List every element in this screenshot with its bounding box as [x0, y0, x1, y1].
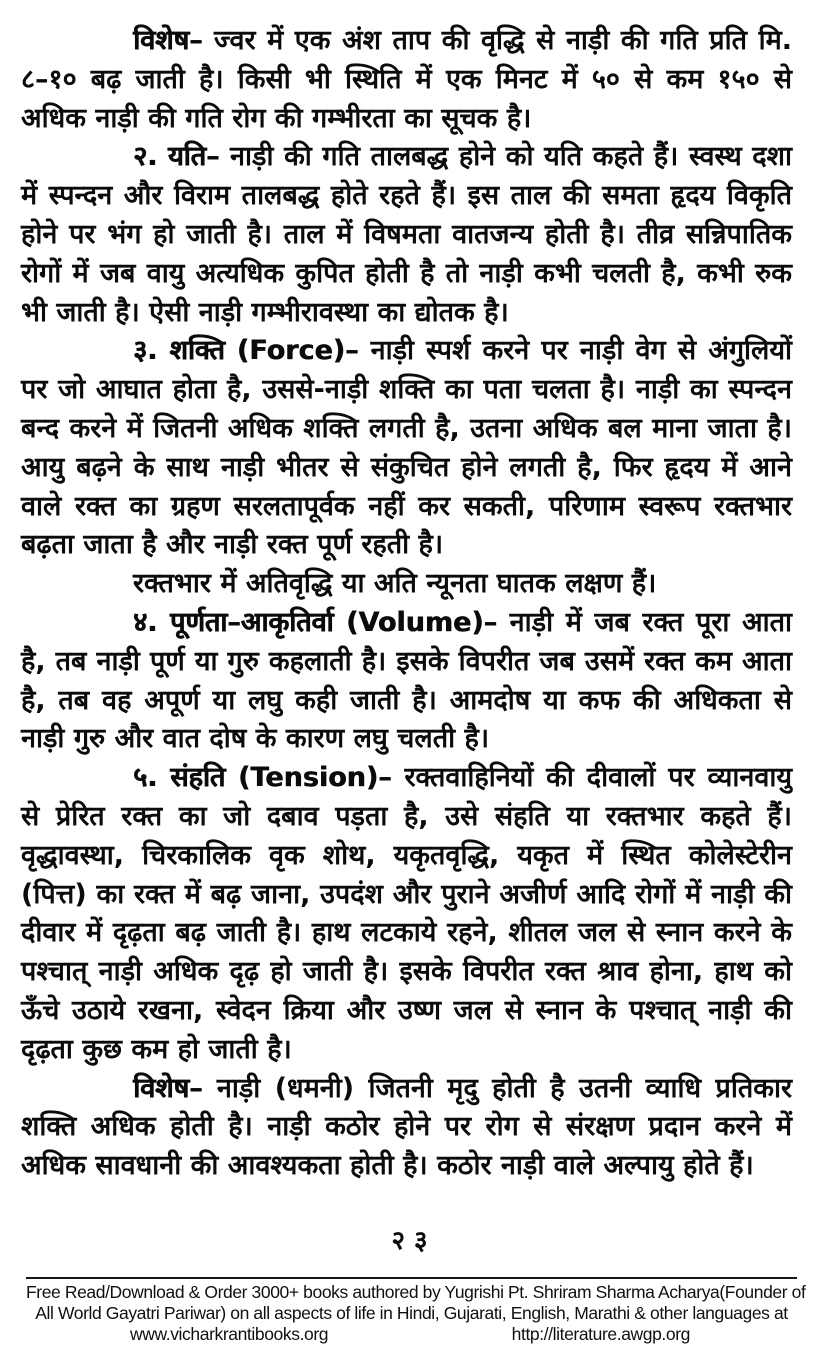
paragraph-purnata-volume: [21, 604, 792, 759]
paragraph-lead: विशेष–: [133, 25, 203, 56]
paragraph-text: रक्तवाहिनियों की दीवालों पर व्यानवायु से प्रेरित रक्त का जो दबाव पड़ता है, उसे संहति या रक्तभार कहते हैं। वृद्धावस्था, चिरकालिक वृक शोथ, यकृतवृद्धि, यकृत में स्थित कोलेस्टेरीन (पित्त) का रक्त में बढ़ जाना, उपदंश और पुराने अजीर्ण आदि रोगों में नाड़ी की दीवार में दृढ़ता बढ़ जाती है। हाथ लटकाये रहने, शीतल जल से स्नान करने के पश्चात् नाड़ी अधिक दृढ़ हो जाती है। इसके विपरीत रक्त श्राव होना, हाथ को ऊँचे उठाये रखना, स्वेदन क्रिया और उष्ण जल से स्नान के पश्चात् नाड़ी की दृढ़ता कुछ कम हो जाती है।: [21, 762, 792, 1065]
paragraph-lead: ४. पूर्णता–आकृतिर्वा (Volume)–: [133, 606, 498, 638]
paragraph-shakti-force: [21, 332, 792, 565]
footer-left-url: www.vicharkrantibooks.org: [130, 1324, 329, 1344]
paragraph-vishesh-1: [21, 22, 792, 138]
paragraph-vishesh-2: [21, 1070, 792, 1186]
paragraph-text: नाड़ी (धमनी) जितनी मृदु होती है उतनी व्याधि प्रतिकार शक्ति अधिक होती है। नाड़ी कठोर होने पर रोग से संरक्षण प्रदान करने में अधिक सावधानी की आवश्यकता होती है। कठोर नाड़ी वाले अल्पायु होते हैं।: [21, 1072, 792, 1182]
page-number: २३: [391, 1226, 437, 1256]
paragraph-text: रक्तभार में अतिवृद्धि या अति न्यूनता घातक लक्षण हैं।: [133, 568, 657, 600]
paragraph-yati: [21, 138, 792, 332]
paragraph-text: नाड़ी की गति तालबद्ध होने को यति कहते हैं। स्वस्थ दशा में स्पन्दन और विराम तालबद्ध होते रहते हैं। इस ताल की समता हृदय विकृति होने पर भंग हो जाती है। ताल में विषमता वातजन्य होती है। तीव्र सन्निपातिक रोगों में जब वायु अत्यधिक कुपित होती है तो नाड़ी कभी चलती है, कभी रुक भी जाती है। ऐसी नाड़ी गम्भीरावस्था का द्योतक है।: [21, 141, 792, 328]
paragraph-lead: ३. शक्ति (Force)–: [133, 335, 359, 367]
paragraph-text: नाड़ी स्पर्श करने पर नाड़ी वेग से अंगुलियों पर जो आघात होता है, उससे-नाड़ी शक्ति का पता चलता है। नाड़ी का स्पन्दन बन्द करने में जितनी अधिक शक्ति लगती है, उतना अधिक बल माना जाता है। आयु बढ़ने के साथ नाड़ी भीतर से संकुचित होने लगती है, फिर हृदय में आने वाले रक्त का ग्रहण सरलतापूर्वक नहीं कर सकती, परिणाम स्वरूप रक्तभार बढ़ता जाता है और नाड़ी रक्त पूर्ण रहती है।: [21, 335, 792, 561]
paragraph-text: नाड़ी में जब रक्त पूरा आता है, तब नाड़ी पूर्ण या गुरु कहलाती है। इसके विपरीत जब उसमें रक्त कम आता है, तब वह अपूर्ण या लघु कही जाती है। आमदोष या कफ की अधिकता से नाड़ी गुरु और वात दोष के कारण लघु चलती है।: [21, 606, 792, 755]
paragraph-lead: ५. संहति (Tension)–: [133, 762, 392, 794]
paragraph-text: ज्वर में एक अंश ताप की वृद्धि से नाड़ी की गति प्रति मि. ८–१० बढ़ जाती है। किसी भी स्थिति में एक मिनट में ५० से कम १५० से अधिक नाड़ी की गति रोग की गम्भीरता का सूचक है।: [21, 25, 792, 134]
footer-right-url: http://literature.awgp.org: [511, 1324, 690, 1344]
body-text-block: [21, 22, 792, 1186]
footer-line-2: All World Gayatri Pariwar) on all aspects of life in Hindi, Gujarati, English, Marathi & other languages at: [35, 1303, 788, 1323]
paragraph-sanhati-tension: [21, 759, 792, 1069]
footer-links: [26, 1324, 797, 1345]
footer: [26, 1277, 806, 1345]
paragraph-lead: २. यति–: [133, 141, 220, 173]
paragraph-raktabhar-note: [21, 565, 792, 604]
paragraph-lead: विशेष–: [133, 1072, 203, 1104]
footer-line-1: Free Read/Download & Order 3000+ books authored by Yugrishi Pt. Shriram Sharma Acharya(Founder of: [26, 1282, 806, 1302]
